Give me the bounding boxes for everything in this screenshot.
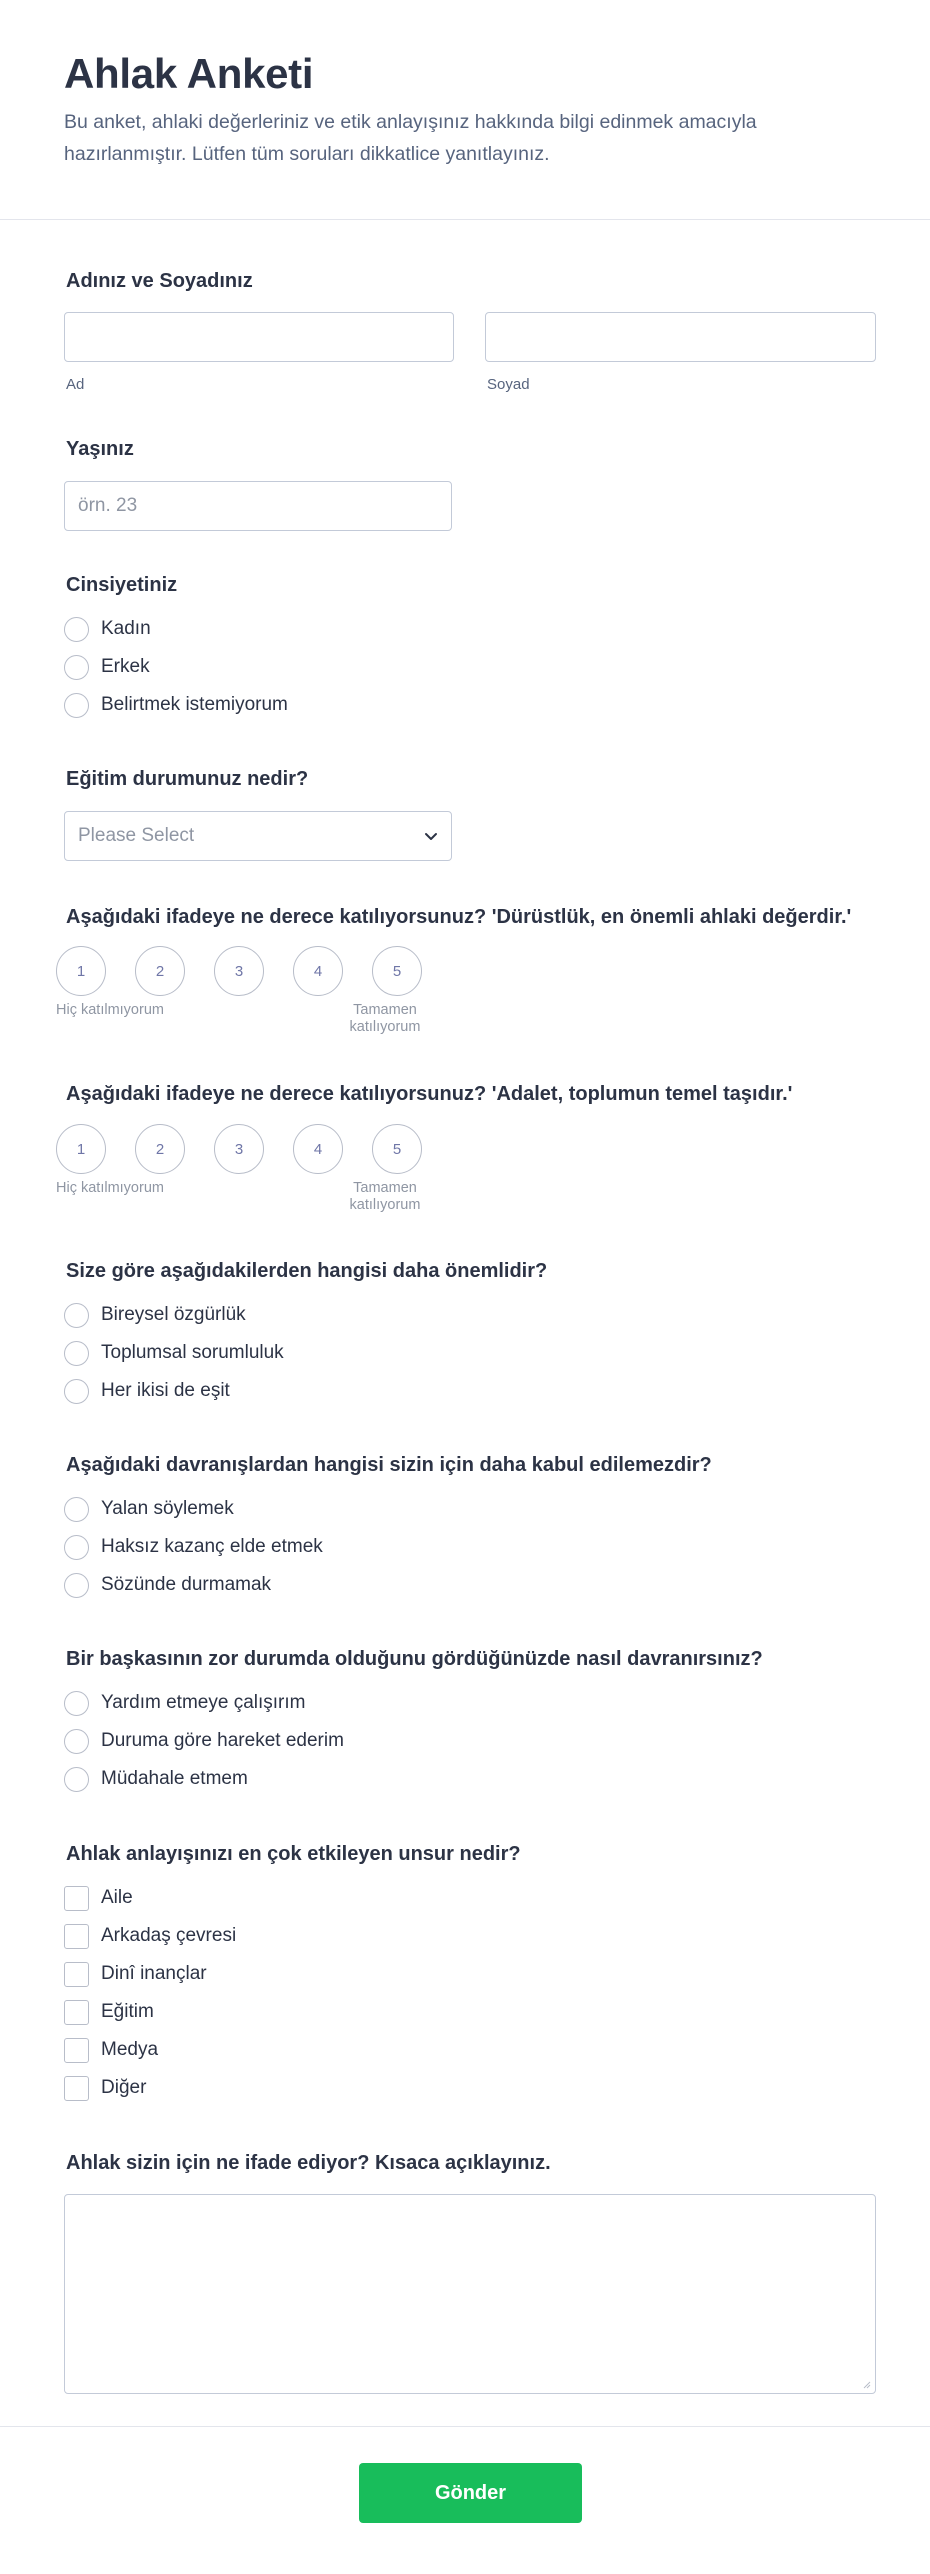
radio-button[interactable] bbox=[64, 693, 89, 718]
form-title: Ahlak Anketi bbox=[64, 50, 314, 97]
meaning-textarea[interactable] bbox=[64, 2194, 876, 2394]
scale1-option[interactable]: 4 bbox=[293, 946, 343, 996]
influence-option[interactable]: Medya bbox=[64, 2037, 158, 2063]
checkbox[interactable] bbox=[64, 2000, 89, 2025]
radio-button[interactable] bbox=[64, 617, 89, 642]
radio-button[interactable] bbox=[64, 1535, 89, 1560]
scale1-option[interactable]: 5 bbox=[372, 946, 422, 996]
checkbox[interactable] bbox=[64, 2076, 89, 2101]
influence-option[interactable]: Eğitim bbox=[64, 1999, 154, 2025]
influence-option[interactable]: Aile bbox=[64, 1885, 133, 1911]
checkbox[interactable] bbox=[64, 1962, 89, 1987]
scale2-max-label: Tamamen katılıyorum bbox=[349, 1180, 421, 1213]
scale2-option[interactable]: 3 bbox=[214, 1124, 264, 1174]
last-name-sublabel: Soyad bbox=[487, 376, 530, 393]
scale2-option[interactable]: 4 bbox=[293, 1124, 343, 1174]
footer-divider bbox=[0, 2426, 930, 2427]
scale1-label: Aşağıdaki ifadeye ne derece katılıyorsunuz? 'Dürüstlük, en önemli ahlaki değerdir.' bbox=[66, 906, 852, 928]
checkbox[interactable] bbox=[64, 2038, 89, 2063]
unacceptable-option[interactable]: Haksız kazanç elde etmek bbox=[64, 1534, 323, 1560]
behavior-option[interactable]: Yardım etmeye çalışırım bbox=[64, 1690, 305, 1716]
scale2-option[interactable]: 2 bbox=[135, 1124, 185, 1174]
scale1-min-label: Hiç katılmıyorum bbox=[56, 1002, 164, 1018]
gender-option[interactable]: Belirtmek istemiyorum bbox=[64, 692, 288, 718]
radio-button[interactable] bbox=[64, 1497, 89, 1522]
education-select[interactable] bbox=[64, 811, 452, 861]
radio-button[interactable] bbox=[64, 1729, 89, 1754]
gender-option[interactable]: Erkek bbox=[64, 654, 150, 680]
radio-button[interactable] bbox=[64, 1379, 89, 1404]
unacceptable-option[interactable]: Yalan söylemek bbox=[64, 1496, 234, 1522]
behavior-option[interactable]: Müdahale etmem bbox=[64, 1766, 248, 1792]
scale2-label: Aşağıdaki ifadeye ne derece katılıyorsunuz? 'Adalet, toplumun temel taşıdır.' bbox=[66, 1083, 793, 1105]
form-header bbox=[0, 0, 930, 220]
behavior-option[interactable]: Duruma göre hareket ederim bbox=[64, 1728, 344, 1754]
influence-option[interactable]: Dinî inançlar bbox=[64, 1961, 207, 1987]
education-label: Eğitim durumunuz nedir? bbox=[66, 768, 309, 790]
name-label: Adınız ve Soyadınız bbox=[66, 270, 253, 292]
last-name-input[interactable] bbox=[485, 312, 876, 362]
checkbox[interactable] bbox=[64, 1924, 89, 1949]
age-label: Yaşınız bbox=[66, 438, 134, 460]
scale1-option[interactable]: 3 bbox=[214, 946, 264, 996]
first-name-sublabel: Ad bbox=[66, 376, 85, 393]
radio-button[interactable] bbox=[64, 1691, 89, 1716]
scale1-option[interactable]: 2 bbox=[135, 946, 185, 996]
first-name-input[interactable] bbox=[64, 312, 454, 362]
radio-button[interactable] bbox=[64, 655, 89, 680]
scale2-min-label: Hiç katılmıyorum bbox=[56, 1180, 164, 1196]
radio-button[interactable] bbox=[64, 1767, 89, 1792]
meaning-label: Ahlak sizin için ne ifade ediyor? Kısaca açıklayınız. bbox=[66, 2152, 551, 2174]
radio-button[interactable] bbox=[64, 1341, 89, 1366]
resize-grip-icon[interactable] bbox=[861, 2379, 871, 2389]
influence-label: Ahlak anlayışınızı en çok etkileyen unsur nedir? bbox=[66, 1843, 521, 1865]
scale1-option[interactable]: 1 bbox=[56, 946, 106, 996]
education-selected-value: Please Select bbox=[78, 825, 195, 846]
chevron-down-icon bbox=[423, 828, 439, 844]
importance-option[interactable]: Bireysel özgürlük bbox=[64, 1302, 246, 1328]
scale1-max-label: Tamamen katılıyorum bbox=[349, 1002, 421, 1035]
gender-label: Cinsiyetiniz bbox=[66, 574, 178, 596]
radio-button[interactable] bbox=[64, 1573, 89, 1598]
age-input[interactable]: örn. 23 bbox=[64, 481, 452, 531]
importance-option[interactable]: Toplumsal sorumluluk bbox=[64, 1340, 284, 1366]
checkbox[interactable] bbox=[64, 1886, 89, 1911]
scale2-option[interactable]: 5 bbox=[372, 1124, 422, 1174]
radio-button[interactable] bbox=[64, 1303, 89, 1328]
influence-option[interactable]: Diğer bbox=[64, 2075, 146, 2101]
gender-option[interactable]: Kadın bbox=[64, 616, 151, 642]
influence-option[interactable]: Arkadaş çevresi bbox=[64, 1923, 236, 1949]
unacceptable-option[interactable]: Sözünde durmamak bbox=[64, 1572, 271, 1598]
importance-label: Size göre aşağıdakilerden hangisi daha önemlidir? bbox=[66, 1260, 548, 1282]
submit-button[interactable]: Gönder bbox=[359, 2463, 582, 2523]
importance-option[interactable]: Her ikisi de eşit bbox=[64, 1378, 230, 1404]
form-subtitle: Bu anket, ahlaki değerleriniz ve etik anlayışınız hakkında bilgi edinmek amacıyla hazırlanmıştır. Lütfen tüm soruları dikkatlice yanıtlayınız. bbox=[64, 111, 757, 165]
behavior-label: Bir başkasının zor durumda olduğunu gördüğünüzde nasıl davranırsınız? bbox=[66, 1648, 763, 1670]
unacceptable-label: Aşağıdaki davranışlardan hangisi sizin için daha kabul edilemezdir? bbox=[66, 1454, 712, 1476]
scale2-option[interactable]: 1 bbox=[56, 1124, 106, 1174]
